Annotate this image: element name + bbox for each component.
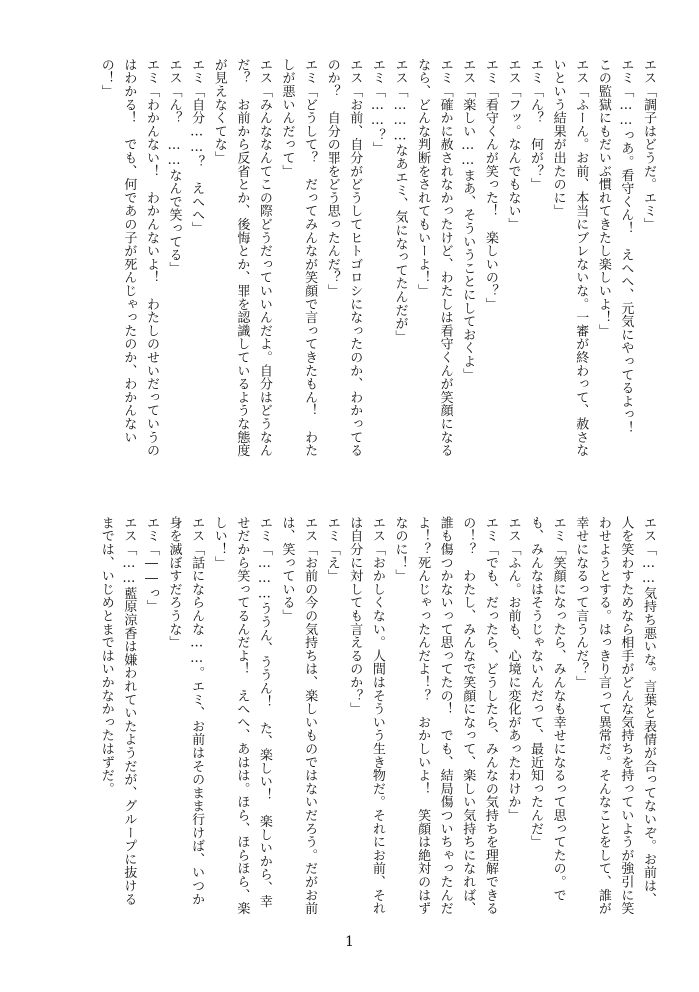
dialogue-text: 「……っあ。看守くん！ えへへ、元気にやってるよっ！ この監獄にもだいぶ慣れてきたし楽しいよ！」 [595,58,634,448]
dialogue-line [501,516,524,916]
speaker-name: エミ [437,58,453,85]
dialogue-text: 「どうして？ だってみんなが笑顔で言ってきたもん！ わたしが悪いんだって」 [279,58,318,458]
speaker-name: エス [392,58,408,85]
dialogue-line [569,516,659,916]
page-number: 1 [345,934,354,950]
dialogue-line [410,58,455,458]
speaker-name: エミ [369,58,385,85]
speaker-name: エス [505,516,521,543]
speaker-name: エミ [482,58,498,85]
speaker-name: エミ [189,58,205,85]
dialogue-line [139,516,162,916]
dialogue-line [456,58,479,458]
speaker-name: エス [573,58,589,85]
dialogue-line [275,516,320,916]
dialogue-line [207,516,275,916]
dialogue-line [523,58,546,458]
dialogue-text: 「………ううん、ううん！ た、楽しい！ 楽しいから、幸せだから笑ってるんだよ！ えへへ、あはは。ほら、ほらほら、楽しい！」 [211,516,272,915]
dialogue-text: 「ん？ ……なんで笑ってる」 [166,84,182,275]
speaker-name: エス [302,516,318,543]
dialogue-line [185,58,208,458]
dialogue-line [207,58,275,458]
dialogue-text: 「看守くんが笑った！ 楽しいの？」 [482,84,498,311]
dialogue-text: 「ふーん。お前、本当にブレないな。一審が終わって、赦さないという結果が出たのに」 [550,58,589,458]
dialogue-text: 「……気持ち悪いな。言葉と表情が合ってないぞ。お前は、人を笑わすためなら相手がどんな気持ちを持っていようが強引に笑わせようとする。はっきり言って異常だ。そんなことをして、誰が幸せになるって言うんだ？」 [573,516,656,915]
dialogue-text: 「調子はどうだ。エミ」 [641,84,656,231]
dialogue-text: 「お前の今の気持ちは、楽しいものではないだろう。だがお前は、笑っている」 [279,516,318,916]
dialogue-text: 「……？」 [369,84,385,156]
dialogue-text: 「楽しい……まあ、そういうことにしておくよ」 [460,84,476,382]
speaker-name: エス [121,516,137,543]
dialogue-line [94,58,162,458]
speaker-name: エス [166,58,182,85]
dialogue-line [388,516,501,916]
speaker-name: エス [641,516,656,543]
dialogue-line [320,58,365,458]
speaker-name: エミ [324,516,340,543]
speaker-name: エミ [302,58,318,85]
dialogue-block-bottom [39,516,659,916]
speaker-name: エス [641,58,656,85]
dialogue-line [94,516,139,916]
dialogue-text: 「フッ。なんでもない」 [505,84,521,231]
speaker-name: エス [369,516,385,543]
dialogue-line [275,58,320,458]
dialogue-line [636,58,659,458]
dialogue-line [388,58,411,458]
dialogue-text: 「自分……？ えへへ」 [189,84,205,235]
dialogue-text: 「………なあエミ、気になってたんだが」 [392,84,408,344]
dialogue-line [320,516,343,916]
dialogue-line [523,516,568,916]
dialogue-text: 「確かに赦されなかったけど、わたしは看守くんが笑顔になるなら、どんな判断をされてもいーよ！」 [415,58,453,458]
speaker-name: エミ [528,58,544,85]
dialogue-text: 「ふん。お前も、心境に変化があったわけか」 [505,542,521,822]
dialogue-text: 「おかしくない。人間はそういう生き物だ。それにお前、それは自分に対しても言えるのか？」 [347,516,385,916]
speaker-name: エミ [482,516,498,543]
speaker-name: エス [347,58,363,85]
dialogue-line [343,516,388,916]
dialogue-line [546,58,591,458]
dialogue-text: 「……藍原涼香は嫌われていたようだが、グループに抜けるまでは、いじめとまではいかなかったはずだ。 [98,516,137,906]
dialogue-text: 「ん？ 何が？」 [528,84,544,192]
dialogue-line [162,58,185,458]
dialogue-block-top [39,58,659,458]
speaker-name: エス [256,58,272,85]
dialogue-line [365,58,388,458]
dialogue-text: 「お前、自分がどうしてヒトゴロシになったのか、わかってるのか？ 自分の罪をどう思ったんだ？」 [324,58,363,458]
speaker-name: エス [460,58,476,85]
dialogue-line [478,58,501,458]
speaker-name: エミ [618,58,634,85]
dialogue-text: 「話にならんな……。エミ、お前はそのまま行けば、いつか身を滅ぼすだろうな」 [166,516,205,906]
dialogue-text: 「え」 [324,542,340,583]
speaker-name: エミ [256,516,272,543]
speaker-name: エス [505,58,521,85]
dialogue-line [591,58,636,458]
speaker-name: エス [189,516,205,543]
dialogue-text: 「笑顔になったら、みんなも幸せになるって思ってたの。でも、みんなはそうじゃないんだって、最近知ったんだ」 [528,516,566,902]
dialogue-text: 「わかんない！ わかんないよ！ わたしのせいだっていうのはわかる！ でも、何であの子が死んじゃったのか、わかんないの！」 [98,58,159,458]
speaker-name: エミ [143,58,159,85]
dialogue-line [162,516,207,916]
dialogue-text: 「みんななんてこの際どうだっていいんだよ。自分はどうなんだ？ お前から反省とか、後悔とか、罪を認識しているような態度が見えなくてな」 [211,58,272,458]
dialogue-text: 「でも、だったら、どうしたら、みんなの気持ちを理解できるの！？ わたし、みんなで笑顔になって、楽しい気持ちになれば、誰も傷つかないって思ってたの！ でも、結局傷ついちゃったんだよ！？死んじゃったんだよ！？ おかしいよ！ 笑顔は絶対のはずなのに！」 [392,516,498,916]
speaker-name: エミ [143,516,159,543]
dialogue-text: 「――っ」 [143,542,159,614]
speaker-name: エミ [550,516,566,543]
dialogue-line [501,58,524,458]
